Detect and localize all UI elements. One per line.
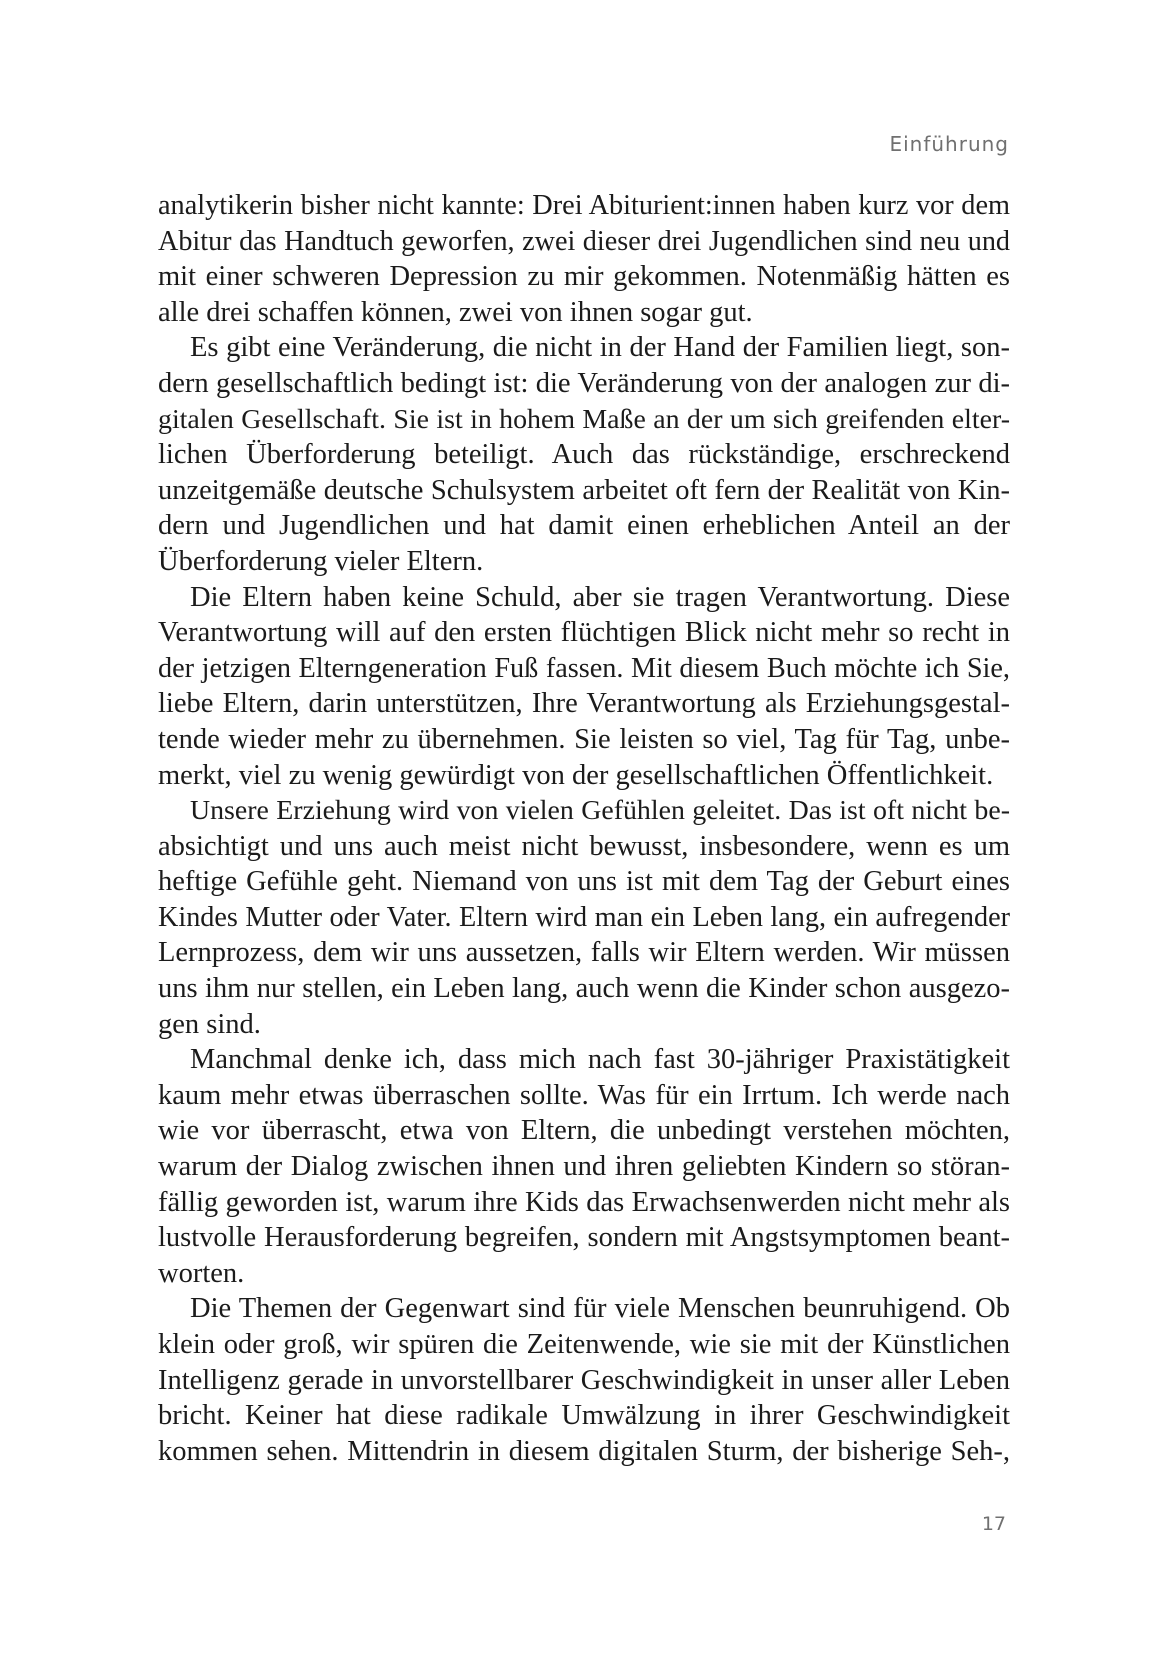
text-line: absichtigt und uns auch meist nicht bewusst, insbesondere, wenn es um (158, 830, 1010, 862)
text-line: Abitur das Handtuch geworfen, zwei dieser drei Jugendlichen sind neu und (158, 225, 1010, 257)
text-line: Manchmal denke ich, dass mich nach fast 30-jähriger Praxistätigkeit (190, 1044, 1010, 1076)
body-text (158, 188, 1010, 1469)
text-line: Intelligenz gerade in unvorstellbarer Geschwindigkeit in unser aller Leben (158, 1364, 1010, 1396)
text-line: dern und Jugendlichen und hat damit einen erheblichen Anteil an der (158, 510, 1010, 542)
page-number: 17 (981, 1513, 1006, 1535)
text-line: unzeitgemäße deutsche Schulsystem arbeitet oft fern der Realität von Kin- (158, 474, 1010, 506)
text-line: Lernprozess, dem wir uns aussetzen, falls wir Eltern werden. Wir müssen (158, 937, 1010, 969)
text-line: gitalen Gesellschaft. Sie ist in hohem Maße an der um sich greifenden elter- (158, 403, 1010, 435)
text-line: uns ihm nur stellen, ein Leben lang, auch wenn die Kinder schon ausgezo- (158, 973, 1010, 1005)
text-line: Überforderung vieler Eltern. (158, 545, 484, 577)
text-line: Verantwortung will auf den ersten flüchtigen Blick nicht mehr so recht in (158, 617, 1010, 649)
text-line: analytikerin bisher nicht kannte: Drei Abiturient:innen haben kurz vor dem (158, 190, 1010, 221)
text-line: dern gesellschaftlich bedingt ist: die Veränderung von der analogen zur di- (158, 367, 1010, 399)
text-line: warum der Dialog zwischen ihnen und ihren geliebten Kindern so störan- (158, 1151, 1010, 1183)
text-line: Die Themen der Gegenwart sind für viele Menschen beunruhigend. Ob (190, 1293, 1010, 1325)
running-head: Einführung (889, 132, 1009, 156)
text-line: alle drei schaffen können, zwei von ihnen sogar gut. (158, 296, 753, 328)
text-line: lichen Überforderung beteiligt. Auch das rückständige, erschreckend (158, 439, 1010, 471)
text-line: Es gibt eine Veränderung, die nicht in der Hand der Familien liegt, son- (190, 332, 1010, 364)
text-line: Kindes Mutter oder Vater. Eltern wird man ein Leben lang, ein aufregender (158, 901, 1010, 933)
text-line: lustvolle Herausforderung begreifen, sondern mit Angstsymptomen beant- (158, 1222, 1010, 1254)
text-line: liebe Eltern, darin unterstützen, Ihre Verantwortung als Erziehungsgestal- (158, 688, 1010, 720)
text-line: mit einer schweren Depression zu mir gekommen. Notenmäßig hätten es (158, 261, 1010, 293)
text-line: gen sind. (158, 1008, 261, 1040)
text-line: tende wieder mehr zu übernehmen. Sie leisten so viel, Tag für Tag, unbe- (158, 723, 1010, 755)
text-line: fällig geworden ist, warum ihre Kids das Erwachsenwerden nicht mehr als (158, 1186, 1010, 1218)
text-line: wie vor überrascht, etwa von Eltern, die unbedingt verstehen möchten, (158, 1115, 1010, 1147)
text-line: Die Eltern haben keine Schuld, aber sie tragen Verantwortung. Diese (190, 581, 1010, 613)
text-line: heftige Gefühle geht. Niemand von uns ist mit dem Tag der Geburt eines (158, 866, 1010, 898)
text-line: merkt, viel zu wenig gewürdigt von der gesellschaftlichen Öffentlichkeit. (158, 759, 994, 791)
text-line: der jetzigen Elterngeneration Fuß fassen. Mit diesem Buch möchte ich Sie, (158, 652, 1010, 684)
text-line: klein oder groß, wir spüren die Zeitenwende, wie sie mit der Künstlichen (158, 1329, 1010, 1360)
text-line: Unsere Erziehung wird von vielen Gefühlen geleitet. Das ist oft nicht be- (190, 795, 1010, 827)
text-line: kaum mehr etwas überraschen sollte. Was für ein Irrtum. Ich werde nach (158, 1079, 1010, 1111)
text-line: worten. (158, 1257, 245, 1289)
text-line: kommen sehen. Mittendrin in diesem digitalen Sturm, der bisherige Seh-, (158, 1435, 1010, 1467)
text-line: bricht. Keiner hat diese radikale Umwälzung in ihrer Geschwindigkeit (158, 1400, 1010, 1432)
